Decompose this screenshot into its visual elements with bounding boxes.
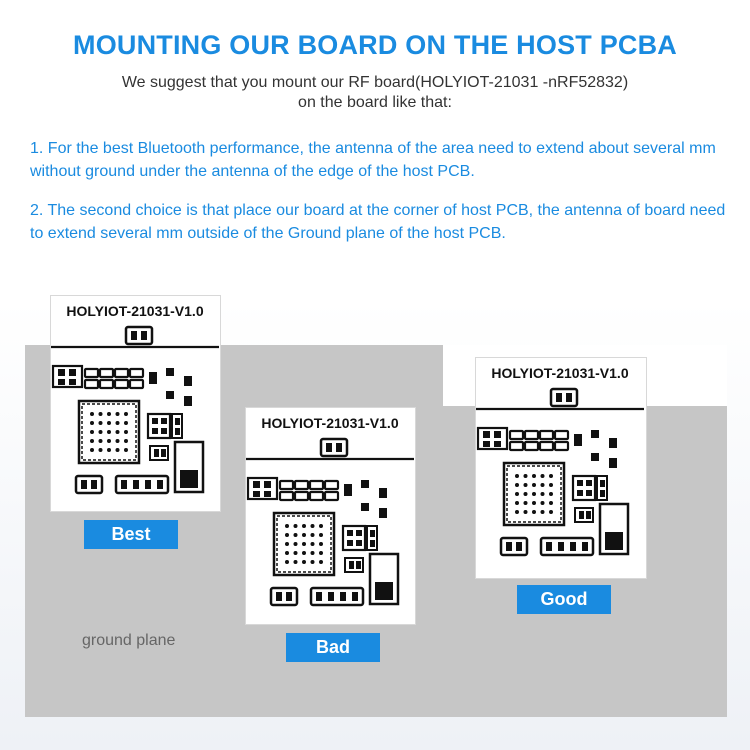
mcu-ball bbox=[302, 560, 306, 564]
pad-outline bbox=[85, 380, 98, 388]
pad-outline bbox=[325, 492, 338, 500]
rating-badge-best: Best bbox=[84, 520, 178, 549]
pad bbox=[566, 393, 572, 402]
board-label: HOLYIOT-21031-V1.0 bbox=[66, 303, 204, 319]
mcu-ball bbox=[302, 551, 306, 555]
mcu-ball bbox=[107, 421, 111, 425]
pad-pair bbox=[321, 439, 347, 456]
chip bbox=[591, 453, 599, 461]
chip bbox=[591, 430, 599, 438]
mcu-ball bbox=[116, 412, 120, 416]
pad bbox=[556, 393, 562, 402]
pad bbox=[558, 542, 564, 551]
pad bbox=[356, 530, 362, 536]
pad-pair bbox=[551, 389, 577, 406]
mcu-ball bbox=[294, 560, 298, 564]
mcu-ball bbox=[90, 430, 94, 434]
pad bbox=[494, 431, 501, 438]
mcu-ball bbox=[311, 533, 315, 537]
pad-pair bbox=[76, 476, 102, 493]
pad bbox=[326, 443, 332, 452]
mcu-ball bbox=[532, 501, 536, 505]
rf-board-good bbox=[475, 357, 647, 579]
pad bbox=[370, 530, 375, 537]
pad-outline bbox=[130, 369, 143, 377]
rating-badge-good: Good bbox=[517, 585, 611, 614]
pad bbox=[347, 540, 353, 546]
pad bbox=[483, 431, 490, 438]
mcu-ball bbox=[524, 510, 528, 514]
component-outline bbox=[53, 366, 82, 387]
pad-pair bbox=[126, 327, 152, 344]
pad bbox=[145, 480, 151, 489]
pad bbox=[347, 530, 353, 536]
pad-outline bbox=[280, 481, 293, 489]
inductor-pad bbox=[180, 470, 198, 488]
mcu-ball bbox=[524, 501, 528, 505]
pad-outline bbox=[100, 380, 113, 388]
pad bbox=[149, 372, 157, 384]
mcu-ball bbox=[319, 524, 323, 528]
mcu-ball bbox=[532, 492, 536, 496]
pad bbox=[141, 331, 147, 340]
mcu-ball bbox=[99, 412, 103, 416]
pad-outline bbox=[115, 380, 128, 388]
pad bbox=[69, 369, 76, 376]
mcu-ball bbox=[311, 542, 315, 546]
chip bbox=[361, 480, 369, 488]
pad-outline bbox=[280, 492, 293, 500]
pad-outline bbox=[525, 442, 538, 450]
pad bbox=[58, 369, 65, 376]
pad bbox=[579, 511, 584, 519]
mcu-ball bbox=[285, 542, 289, 546]
instruction-point-1: 1. For the best Bluetooth performance, the antenna of the area need to extend about several mm without ground under the antenna of the edge of the host PCB. bbox=[30, 140, 716, 180]
pad bbox=[161, 418, 167, 424]
page-title: MOUNTING OUR BOARD ON THE HOST PCBA bbox=[73, 30, 677, 60]
pad bbox=[370, 540, 375, 547]
pad-outline bbox=[555, 431, 568, 439]
pad bbox=[81, 480, 87, 489]
mcu-ball bbox=[532, 483, 536, 487]
board-label: HOLYIOT-21031-V1.0 bbox=[491, 365, 629, 381]
chip bbox=[166, 391, 174, 399]
mcu-ball bbox=[524, 492, 528, 496]
board-label: HOLYIOT-21031-V1.0 bbox=[261, 415, 399, 431]
mcu-ball bbox=[549, 501, 553, 505]
pad bbox=[264, 491, 271, 497]
pad bbox=[253, 481, 260, 488]
pad bbox=[506, 542, 512, 551]
chip bbox=[379, 508, 387, 518]
component-outline bbox=[148, 414, 170, 438]
pad bbox=[161, 449, 166, 457]
mcu-ball bbox=[311, 560, 315, 564]
chip bbox=[379, 488, 387, 498]
mcu-ball bbox=[99, 448, 103, 452]
pad-outline bbox=[540, 431, 553, 439]
pad bbox=[356, 540, 362, 546]
pad bbox=[133, 480, 139, 489]
mcu-ball bbox=[107, 430, 111, 434]
pad bbox=[586, 480, 592, 486]
chip bbox=[361, 503, 369, 511]
pad-outline bbox=[115, 369, 128, 377]
chip bbox=[184, 396, 192, 406]
pad bbox=[586, 511, 591, 519]
pad bbox=[483, 441, 490, 447]
pad-outline bbox=[295, 492, 308, 500]
mcu-ball bbox=[285, 560, 289, 564]
pad bbox=[131, 331, 137, 340]
inductor-pad bbox=[375, 582, 393, 600]
pad bbox=[577, 480, 583, 486]
pad bbox=[175, 428, 180, 435]
mcu-ball bbox=[294, 533, 298, 537]
component-outline bbox=[248, 478, 277, 499]
mcu-ball bbox=[524, 474, 528, 478]
mcu-ball bbox=[515, 474, 519, 478]
mcu-ball bbox=[549, 492, 553, 496]
pad-outline bbox=[325, 481, 338, 489]
mcu-ball bbox=[294, 524, 298, 528]
pad bbox=[253, 491, 260, 497]
intro-line-2: on the board like that: bbox=[298, 94, 452, 111]
mcu-ball bbox=[90, 412, 94, 416]
mcu-ball bbox=[90, 439, 94, 443]
mcu-ball bbox=[90, 421, 94, 425]
pad-outline bbox=[540, 442, 553, 450]
intro-text bbox=[0, 73, 750, 113]
pad bbox=[264, 481, 271, 488]
pad-outline bbox=[100, 369, 113, 377]
mcu-ball bbox=[99, 421, 103, 425]
pad-outline bbox=[130, 380, 143, 388]
component-outline bbox=[478, 428, 507, 449]
pad-pair bbox=[271, 588, 297, 605]
pad bbox=[91, 480, 97, 489]
pad bbox=[161, 428, 167, 434]
rf-board-best bbox=[50, 295, 221, 512]
chip bbox=[609, 438, 617, 448]
mcu-ball bbox=[124, 430, 128, 434]
pad bbox=[344, 484, 352, 496]
pad bbox=[494, 441, 501, 447]
mcu-ball bbox=[302, 524, 306, 528]
mcu-ball bbox=[541, 483, 545, 487]
pad bbox=[577, 490, 583, 496]
mcu-ball bbox=[319, 542, 323, 546]
mcu-ball bbox=[311, 524, 315, 528]
chip bbox=[609, 458, 617, 468]
pad bbox=[152, 428, 158, 434]
pad-outline bbox=[525, 431, 538, 439]
pad bbox=[328, 592, 334, 601]
mcu-ball bbox=[124, 448, 128, 452]
pad bbox=[58, 379, 65, 385]
pad bbox=[154, 449, 159, 457]
board-layout-good bbox=[476, 358, 645, 577]
chip bbox=[166, 368, 174, 376]
mcu-ball bbox=[541, 501, 545, 505]
mcu-ball bbox=[541, 510, 545, 514]
mcu-ball bbox=[294, 551, 298, 555]
mcu-ball bbox=[294, 542, 298, 546]
mcu-ball bbox=[285, 551, 289, 555]
pad bbox=[582, 542, 588, 551]
pad bbox=[69, 379, 76, 385]
pad-outline bbox=[85, 369, 98, 377]
mcu-ball bbox=[124, 412, 128, 416]
pad bbox=[600, 490, 605, 497]
pad-outline bbox=[295, 481, 308, 489]
pad bbox=[516, 542, 522, 551]
pad bbox=[340, 592, 346, 601]
ground-plane-label: ground plane bbox=[82, 632, 176, 649]
pad bbox=[121, 480, 127, 489]
mcu-ball bbox=[99, 430, 103, 434]
pad-pair bbox=[501, 538, 527, 555]
mcu-ball bbox=[549, 483, 553, 487]
mcu-ball bbox=[107, 439, 111, 443]
pad bbox=[316, 592, 322, 601]
instruction-point-2: 2. The second choice is that place our board at the corner of host PCB, the antenna of board need to extend several mm outside of the Ground plane of the host PCB. bbox=[30, 202, 726, 242]
pad bbox=[570, 542, 576, 551]
mcu-ball bbox=[116, 448, 120, 452]
pad bbox=[349, 561, 354, 569]
rf-board-bad bbox=[245, 407, 416, 625]
mcu-ball bbox=[311, 551, 315, 555]
pad bbox=[586, 490, 592, 496]
mcu-ball bbox=[116, 430, 120, 434]
mcu-ball bbox=[116, 439, 120, 443]
pad-outline bbox=[555, 442, 568, 450]
mcu-ball bbox=[541, 474, 545, 478]
pad bbox=[546, 542, 552, 551]
mcu-ball bbox=[549, 510, 553, 514]
pad-outline bbox=[310, 492, 323, 500]
pad-outline bbox=[510, 431, 523, 439]
mcu-ball bbox=[99, 439, 103, 443]
mcu-ball bbox=[319, 551, 323, 555]
intro-line-1: We suggest that you mount our RF board(HOLYIOT-21031 -nRF52832) bbox=[121, 74, 629, 91]
mcu-ball bbox=[515, 501, 519, 505]
pad bbox=[574, 434, 582, 446]
mcu-ball bbox=[302, 533, 306, 537]
rating-badge-bad: Bad bbox=[286, 633, 380, 662]
component-outline bbox=[343, 526, 365, 550]
pad-outline bbox=[510, 442, 523, 450]
component-outline bbox=[573, 476, 595, 500]
mcu-ball bbox=[541, 492, 545, 496]
mcu-ball bbox=[107, 412, 111, 416]
mcu-ball bbox=[319, 533, 323, 537]
pad bbox=[175, 418, 180, 425]
pad bbox=[152, 418, 158, 424]
mcu-ball bbox=[90, 448, 94, 452]
pad bbox=[600, 480, 605, 487]
mcu-ball bbox=[124, 439, 128, 443]
mcu-ball bbox=[319, 560, 323, 564]
mcu-ball bbox=[515, 510, 519, 514]
pad bbox=[276, 592, 282, 601]
mcu-ball bbox=[107, 448, 111, 452]
pad bbox=[157, 480, 163, 489]
mcu-ball bbox=[524, 483, 528, 487]
mcu-ball bbox=[549, 474, 553, 478]
inductor-pad bbox=[605, 532, 623, 550]
mcu-ball bbox=[285, 533, 289, 537]
pad bbox=[352, 592, 358, 601]
mcu-ball bbox=[532, 474, 536, 478]
mcu-ball bbox=[515, 492, 519, 496]
board-layout-bad bbox=[246, 408, 414, 623]
pad bbox=[286, 592, 292, 601]
mcu-ball bbox=[302, 542, 306, 546]
board-layout-best bbox=[51, 296, 219, 510]
mcu-ball bbox=[515, 483, 519, 487]
pad-outline bbox=[310, 481, 323, 489]
pad bbox=[356, 561, 361, 569]
mcu-ball bbox=[285, 524, 289, 528]
chip bbox=[184, 376, 192, 386]
mcu-ball bbox=[124, 421, 128, 425]
mcu-ball bbox=[532, 510, 536, 514]
pad bbox=[336, 443, 342, 452]
mcu-ball bbox=[116, 421, 120, 425]
